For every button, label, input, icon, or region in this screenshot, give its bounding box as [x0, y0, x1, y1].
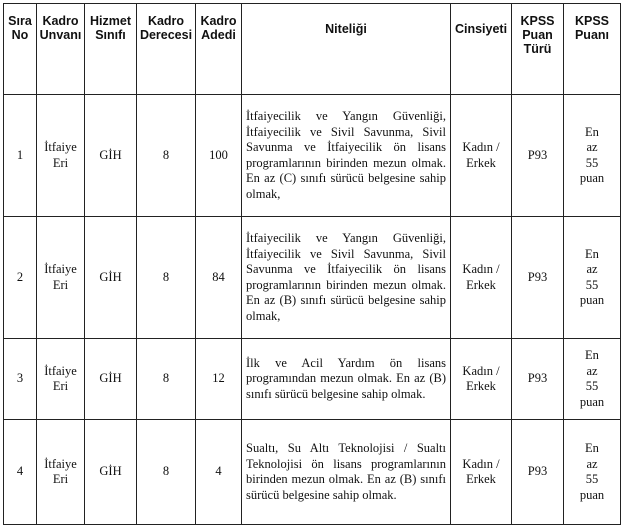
niteligi-cell: İlk ve Acil Yardım ön lisans programından mezun olmak. En az (B) sınıfı sürücü belgesine sahip olmak.: [242, 339, 451, 420]
niteligi-cell: İtfaiyecilik ve Yangın Güvenliği, İtfaiyecilik ve Sivil Savunma, Sivil Savunma ve İtfaiyecilik ön lisans programlarının birinden mezun olmak. En az (B) sınıfı sürücü belgesine sahip olmak,: [242, 217, 451, 339]
cinsiyeti-cell: Kadın / Erkek: [451, 339, 512, 420]
kadro-adedi-cell: 12: [196, 339, 242, 420]
header-niteligi: Niteliği: [242, 4, 451, 95]
sira-cell: 2: [4, 217, 37, 339]
kadro-adedi-cell: 84: [196, 217, 242, 339]
kpss-puani-cell: En az 55 puan: [564, 420, 621, 525]
table-row: [4, 217, 621, 339]
kadro-unvani-cell: İtfaiye Eri: [37, 339, 85, 420]
kadro-derecesi-cell: 8: [137, 420, 196, 525]
header-hizmet-sinifi: Hizmet Sınıfı: [85, 4, 137, 95]
sira-cell: 1: [4, 95, 37, 217]
kpss-puani-cell: En az 55 puan: [564, 217, 621, 339]
header-kpss-puan-turu: KPSS Puan Türü: [512, 4, 564, 95]
kpss-puan-turu-cell: P93: [512, 339, 564, 420]
kadro-derecesi-cell: 8: [137, 339, 196, 420]
sira-cell: 4: [4, 420, 37, 525]
cinsiyeti-cell: Kadın / Erkek: [451, 217, 512, 339]
kadro-unvani-cell: İtfaiye Eri: [37, 420, 85, 525]
kpss-puani-cell: En az 55 puan: [564, 95, 621, 217]
hizmet-sinifi-cell: GİH: [85, 217, 137, 339]
header-row: [4, 4, 621, 95]
kadro-derecesi-cell: 8: [137, 217, 196, 339]
kadro-derecesi-cell: 8: [137, 95, 196, 217]
table-row: [4, 420, 621, 525]
kadro-unvani-cell: İtfaiye Eri: [37, 217, 85, 339]
kpss-puani-cell: En az 55 puan: [564, 339, 621, 420]
kadro-unvani-cell: İtfaiye Eri: [37, 95, 85, 217]
kpss-puan-turu-cell: P93: [512, 420, 564, 525]
hizmet-sinifi-cell: GİH: [85, 95, 137, 217]
cinsiyeti-cell: Kadın / Erkek: [451, 95, 512, 217]
header-kpss-puani: KPSS Puanı: [564, 4, 621, 95]
header-kadro-adedi: Kadro Adedi: [196, 4, 242, 95]
kpss-puan-turu-cell: P93: [512, 95, 564, 217]
niteligi-cell: Sualtı, Su Altı Teknolojisi / Sualtı Teknolojisi ön lisans programlarının birinden mezun olmak. En az (B) sınıfı sürücü belgesine sahip olmak.: [242, 420, 451, 525]
cinsiyeti-cell: Kadın / Erkek: [451, 420, 512, 525]
kadro-adedi-cell: 100: [196, 95, 242, 217]
table-row: [4, 95, 621, 217]
niteligi-cell: İtfaiyecilik ve Yangın Güvenliği, İtfaiyecilik ve Sivil Savunma, Sivil Savunma ve İtfaiyecilik ön lisans programlarının birinden mezun olmak. En az (C) sınıfı sürücü belgesine sahip olmak,: [242, 95, 451, 217]
sira-cell: 3: [4, 339, 37, 420]
header-kadro-derecesi: Kadro Derecesi: [137, 4, 196, 95]
table-row: [4, 339, 621, 420]
kadro-adedi-cell: 4: [196, 420, 242, 525]
kadro-table: [3, 3, 621, 525]
header-cinsiyeti: Cinsiyeti: [451, 4, 512, 95]
header-sira: Sıra No: [4, 4, 37, 95]
kpss-puan-turu-cell: P93: [512, 217, 564, 339]
header-kadro-unvani: Kadro Unvanı: [37, 4, 85, 95]
hizmet-sinifi-cell: GİH: [85, 420, 137, 525]
hizmet-sinifi-cell: GİH: [85, 339, 137, 420]
